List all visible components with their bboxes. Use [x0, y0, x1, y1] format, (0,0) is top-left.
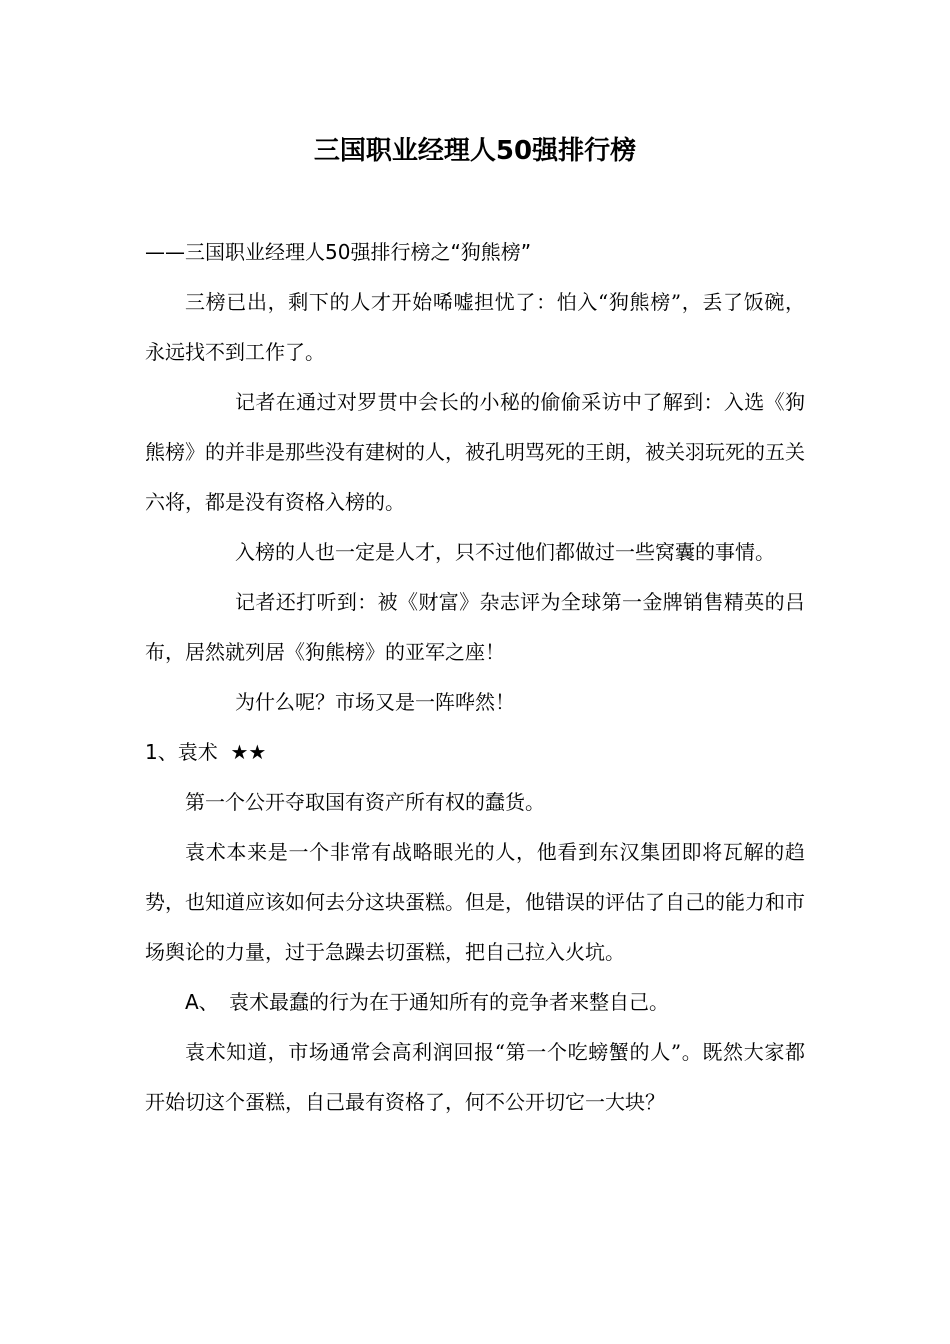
paragraph: 三榜已出，剩下的人才开始唏嘘担忧了：怕入“狗熊榜”，丢了饭碗，永远找不到工作了。	[145, 290, 805, 364]
entry-heading	[145, 727, 805, 777]
paragraph: 为什么呢？市场又是一阵哗然！	[235, 690, 515, 714]
document-title: 三国职业经理人50强排行榜	[313, 136, 637, 166]
paragraph: 袁术本来是一个非常有战略眼光的人，他看到东汉集团即将瓦解的趋势，也知道应该如何去分这块蛋糕。但是，他错误的评估了自己的能力和市场舆论的力量，过于急躁去切蛋糕，把自己拉入火坑。	[145, 840, 805, 964]
entry-heading-text: 1、袁术	[145, 740, 218, 764]
point-a-text: 袁术最蠢的行为在于通知所有的竞争者来整自己。	[229, 990, 669, 1014]
paragraph: 记者还打听到：被《财富》杂志评为全球第一金牌销售精英的吕布，居然就列居《狗熊榜》的亚军之座！	[145, 590, 805, 664]
point-a	[145, 977, 805, 1027]
paragraph: 记者在通过对罗贯中会长的小秘的偷偷采访中了解到：入选《狗熊榜》的并非是那些没有建树的人，被孔明骂死的王朗，被关羽玩死的五关六将，都是没有资格入榜的。	[145, 390, 805, 514]
paragraph: 入榜的人也一定是人才，只不过他们都做过一些窝囊的事情。	[235, 540, 775, 564]
entry-summary: 第一个公开夺取国有资产所有权的蠢货。	[185, 790, 545, 814]
subtitle-text: ——三国职业经理人50强排行榜之“狗熊榜”	[145, 240, 532, 264]
document-body	[145, 227, 805, 1127]
paragraph: 袁术知道，市场通常会高利润回报“第一个吃螃蟹的人”。既然大家都开始切这个蛋糕，自己最有资格了，何不公开切它一大块？	[145, 1040, 805, 1114]
point-a-letter: A、	[185, 990, 219, 1014]
star-rating: ★★	[230, 740, 267, 764]
subtitle	[145, 227, 805, 277]
